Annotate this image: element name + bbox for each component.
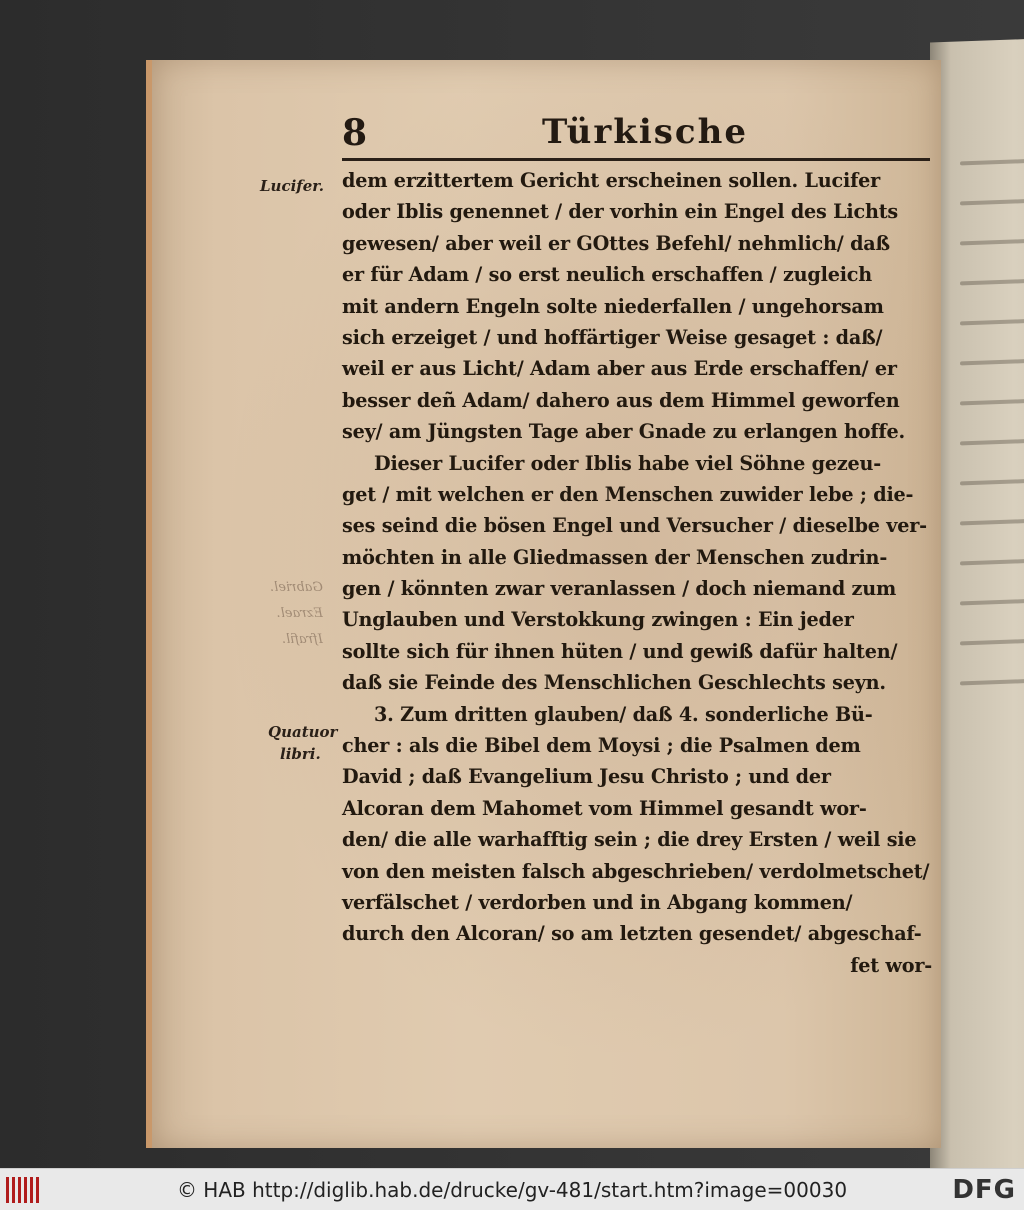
text-line: er für Adam / so erst neulich erschaffen / zugleich [342,263,873,287]
text-line: durch den Alcoran/ so am letzten gesendet/ abgeschaf- [342,922,922,946]
margin-note-libri: libri. [280,745,321,763]
text-line: möchten in alle Gliedmassen der Menschen zudrin- [342,545,888,569]
text-line: den/ die alle warhafftig sein ; die drey Ersten / weil sie [342,828,917,852]
text-line: get / mit welchen er den Menschen zuwider lebe ; die- [342,482,914,506]
dfg-logo: DFG [952,1175,1016,1205]
text-line: sey/ am Jüngsten Tage aber Gnade zu erlangen hoffe. [342,420,905,444]
text-line: oder Iblis genennet / der vorhin ein Engel des Lichts [342,200,899,224]
header-rule [342,158,930,161]
show-through-note: Ezrael. [276,606,323,621]
text-line: gen / könnten zwar veranlassen / doch niemand zum [342,577,897,601]
running-head: Türkische [542,112,748,152]
show-through-note: Gabriel. [270,580,323,595]
book-page [146,60,941,1148]
show-through-note: Ifrafil. [281,632,323,647]
text-line: mit andern Engeln solte niederfallen / ungehorsam [342,294,884,318]
text-line: weil er aus Licht/ Adam aber aus Erde erschaffen/ er [342,357,897,381]
text-line: von den meisten falsch abgeschrieben/ verdolmetschet/ [342,859,930,883]
text-line: Unglauben und Verstokkung zwingen : Ein jeder [342,608,854,632]
text-line: 3. Zum dritten glauben/ daß 4. sonderliche Bü- [374,702,873,726]
text-line: gewesen/ aber weil er GOttes Befehl/ nehmlich/ daß [342,231,890,255]
text-line: besser deñ Adam/ dahero aus dem Himmel geworfen [342,388,900,412]
copyright-link[interactable]: © HAB http://diglib.hab.de/drucke/gv-481/start.htm?image=00030 [176,1178,848,1202]
show-through-notes [270,575,323,653]
catchword: fet wor- [850,953,932,977]
next-page-edge [930,38,1024,1168]
text-line: daß sie Feinde des Menschlichen Geschlechts seyn. [342,671,886,695]
text-line: verfälschet / verdorben und in Abgang kommen/ [342,890,853,914]
footer-bar [0,1168,1024,1210]
text-line: ses seind die bösen Engel und Versucher / dieselbe ver- [342,514,927,538]
text-line: sich erzeiget / und hoffärtiger Weise gesaget : daß/ [342,325,883,349]
page-number: 8 [342,112,368,154]
margin-note-quatuor: Quatuor [268,723,338,741]
page-header [342,110,932,160]
text-line: sollte sich für ihnen hüten / und gewiß dafür halten/ [342,639,898,663]
text-line: David ; daß Evangelium Jesu Christo ; und der [342,765,831,789]
text-line: Dieser Lucifer oder Iblis habe viel Söhne gezeu- [374,451,882,475]
text-line: dem erzittertem Gericht erscheinen sollen. Lucifer [342,169,881,192]
text-line: Alcoran dem Mahomet vom Himmel gesandt wor- [342,796,867,820]
body-text [342,165,932,981]
margin-note-lucifer: Lucifer. [260,177,325,195]
text-line: cher : als die Bibel dem Moysi ; die Psalmen dem [342,734,861,758]
